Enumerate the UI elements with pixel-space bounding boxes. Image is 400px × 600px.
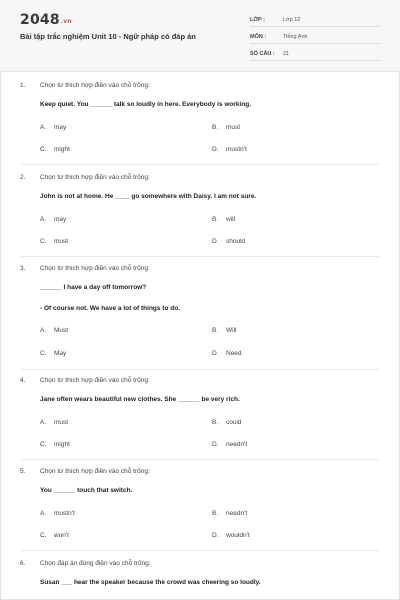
meta-row-subject — [250, 27, 380, 44]
option-d[interactable] — [212, 238, 245, 245]
option-c[interactable] — [40, 238, 68, 245]
option-text: must — [54, 419, 69, 426]
question-number: 4. — [20, 377, 26, 384]
logo-suffix: .vn — [60, 18, 72, 25]
question-number: 2. — [20, 174, 26, 181]
question-text: - Of course not. We have a lot of things to do. — [40, 305, 180, 312]
question-prompt — [20, 82, 150, 89]
meta-row-count — [250, 44, 380, 61]
option-letter: C. — [40, 238, 47, 245]
option-text: must — [226, 124, 241, 131]
option-text: won't — [54, 532, 69, 539]
question-text: Keep quiet. You ______ talk so loudly in here. Everybody is working. — [40, 101, 252, 108]
question-number: 6. — [20, 560, 26, 567]
question-text: Jane often wears beautiful new clothes. She ______ be very rich. — [40, 396, 240, 403]
meta-label: MÔN : — [250, 34, 267, 40]
option-b[interactable] — [212, 510, 247, 517]
option-letter: D. — [212, 532, 219, 539]
option-b[interactable] — [212, 216, 235, 223]
option-text: Will — [226, 327, 237, 334]
question-prompt — [20, 468, 150, 475]
question-prompt — [20, 174, 150, 181]
option-letter: B. — [212, 124, 219, 131]
option-letter: D. — [212, 350, 219, 357]
option-letter: C. — [40, 350, 47, 357]
option-text: should — [226, 238, 246, 245]
option-text: might — [54, 146, 70, 153]
logo-main: 2048 — [20, 12, 60, 28]
option-letter: D. — [212, 238, 219, 245]
option-letter: D. — [212, 441, 219, 448]
option-letter: D. — [212, 146, 219, 153]
meta-info — [250, 10, 380, 61]
option-c[interactable] — [40, 532, 69, 539]
option-a[interactable] — [40, 327, 68, 334]
option-letter: A. — [40, 419, 47, 426]
option-letter: A. — [40, 124, 47, 131]
option-b[interactable] — [212, 124, 240, 131]
document-title: Bài tập trắc nghiệm Unit 10 - Ngữ pháp có đáp án — [20, 32, 196, 41]
question-divider — [20, 164, 380, 165]
option-text: needn't — [226, 510, 248, 517]
option-text: may — [54, 216, 67, 223]
question-text: You ______ touch that switch. — [40, 487, 133, 494]
option-d[interactable] — [212, 532, 250, 539]
prompt-text: Chọn từ thích hợp điền vào chỗ trống: — [40, 468, 150, 475]
option-a[interactable] — [40, 124, 66, 131]
option-c[interactable] — [40, 146, 70, 153]
option-text: Need — [226, 350, 242, 357]
option-letter: A. — [40, 510, 47, 517]
meta-value: Lớp 12 — [283, 17, 301, 23]
document-header — [0, 0, 400, 72]
option-letter: B. — [212, 419, 219, 426]
option-letter: B. — [212, 327, 219, 334]
prompt-text: Chọn từ thích hợp điền vào chỗ trống: — [40, 82, 150, 89]
question-prompt — [20, 265, 150, 272]
option-text: mustn't — [54, 510, 75, 517]
option-letter: A. — [40, 327, 47, 334]
question-divider — [20, 369, 380, 370]
option-b[interactable] — [212, 327, 236, 334]
prompt-text: Chọn từ thích hợp điền vào chỗ trống: — [40, 265, 150, 272]
option-a[interactable] — [40, 216, 66, 223]
meta-row-class — [250, 10, 380, 27]
option-d[interactable] — [212, 350, 242, 357]
option-text: wouldn't — [226, 532, 250, 539]
option-letter: C. — [40, 146, 47, 153]
option-c[interactable] — [40, 441, 70, 448]
meta-label: SỐ CÂU : — [250, 51, 275, 57]
question-prompt — [20, 560, 151, 567]
meta-value: 21 — [283, 51, 290, 57]
prompt-text: Chọn đáp án đúng điền vào chỗ trống: — [40, 560, 151, 567]
meta-value: Tiếng Anh — [283, 34, 308, 40]
option-text: mustn't — [226, 146, 247, 153]
option-text: may — [54, 124, 67, 131]
question-number: 5. — [20, 468, 26, 475]
question-number: 3. — [20, 265, 26, 272]
option-text: could — [226, 419, 242, 426]
option-text: might — [54, 441, 70, 448]
option-text: needn't — [226, 441, 248, 448]
prompt-text: Chọn từ thích hợp điền vào chỗ trống: — [40, 174, 150, 181]
option-a[interactable] — [40, 510, 75, 517]
option-text: Must — [54, 327, 69, 334]
question-divider — [20, 550, 380, 551]
site-logo[interactable] — [20, 12, 72, 28]
question-text: John is not at home. He ____ go somewhere with Daisy. I am not sure. — [40, 193, 257, 200]
option-b[interactable] — [212, 419, 242, 426]
question-number: 1. — [20, 82, 26, 89]
option-text: will — [226, 216, 236, 223]
option-d[interactable] — [212, 441, 247, 448]
question-text: Susan ___ hear the speaker because the crowd was cheering so loudly. — [40, 579, 261, 586]
question-divider — [20, 256, 380, 257]
option-letter: C. — [40, 441, 47, 448]
option-text: May — [54, 350, 67, 357]
meta-label: LỚP : — [250, 17, 265, 23]
option-letter: A. — [40, 216, 47, 223]
question-text: ______ I have a day off tomorrow? — [40, 284, 147, 291]
option-a[interactable] — [40, 419, 68, 426]
question-divider — [20, 459, 380, 460]
option-letter: C. — [40, 532, 47, 539]
option-letter: B. — [212, 510, 219, 517]
prompt-text: Chọn từ thích hợp điền vào chỗ trống: — [40, 377, 150, 384]
option-letter: B. — [212, 216, 219, 223]
question-prompt — [20, 377, 150, 384]
option-d[interactable] — [212, 146, 247, 153]
option-text: must — [54, 238, 69, 245]
option-c[interactable] — [40, 350, 66, 357]
